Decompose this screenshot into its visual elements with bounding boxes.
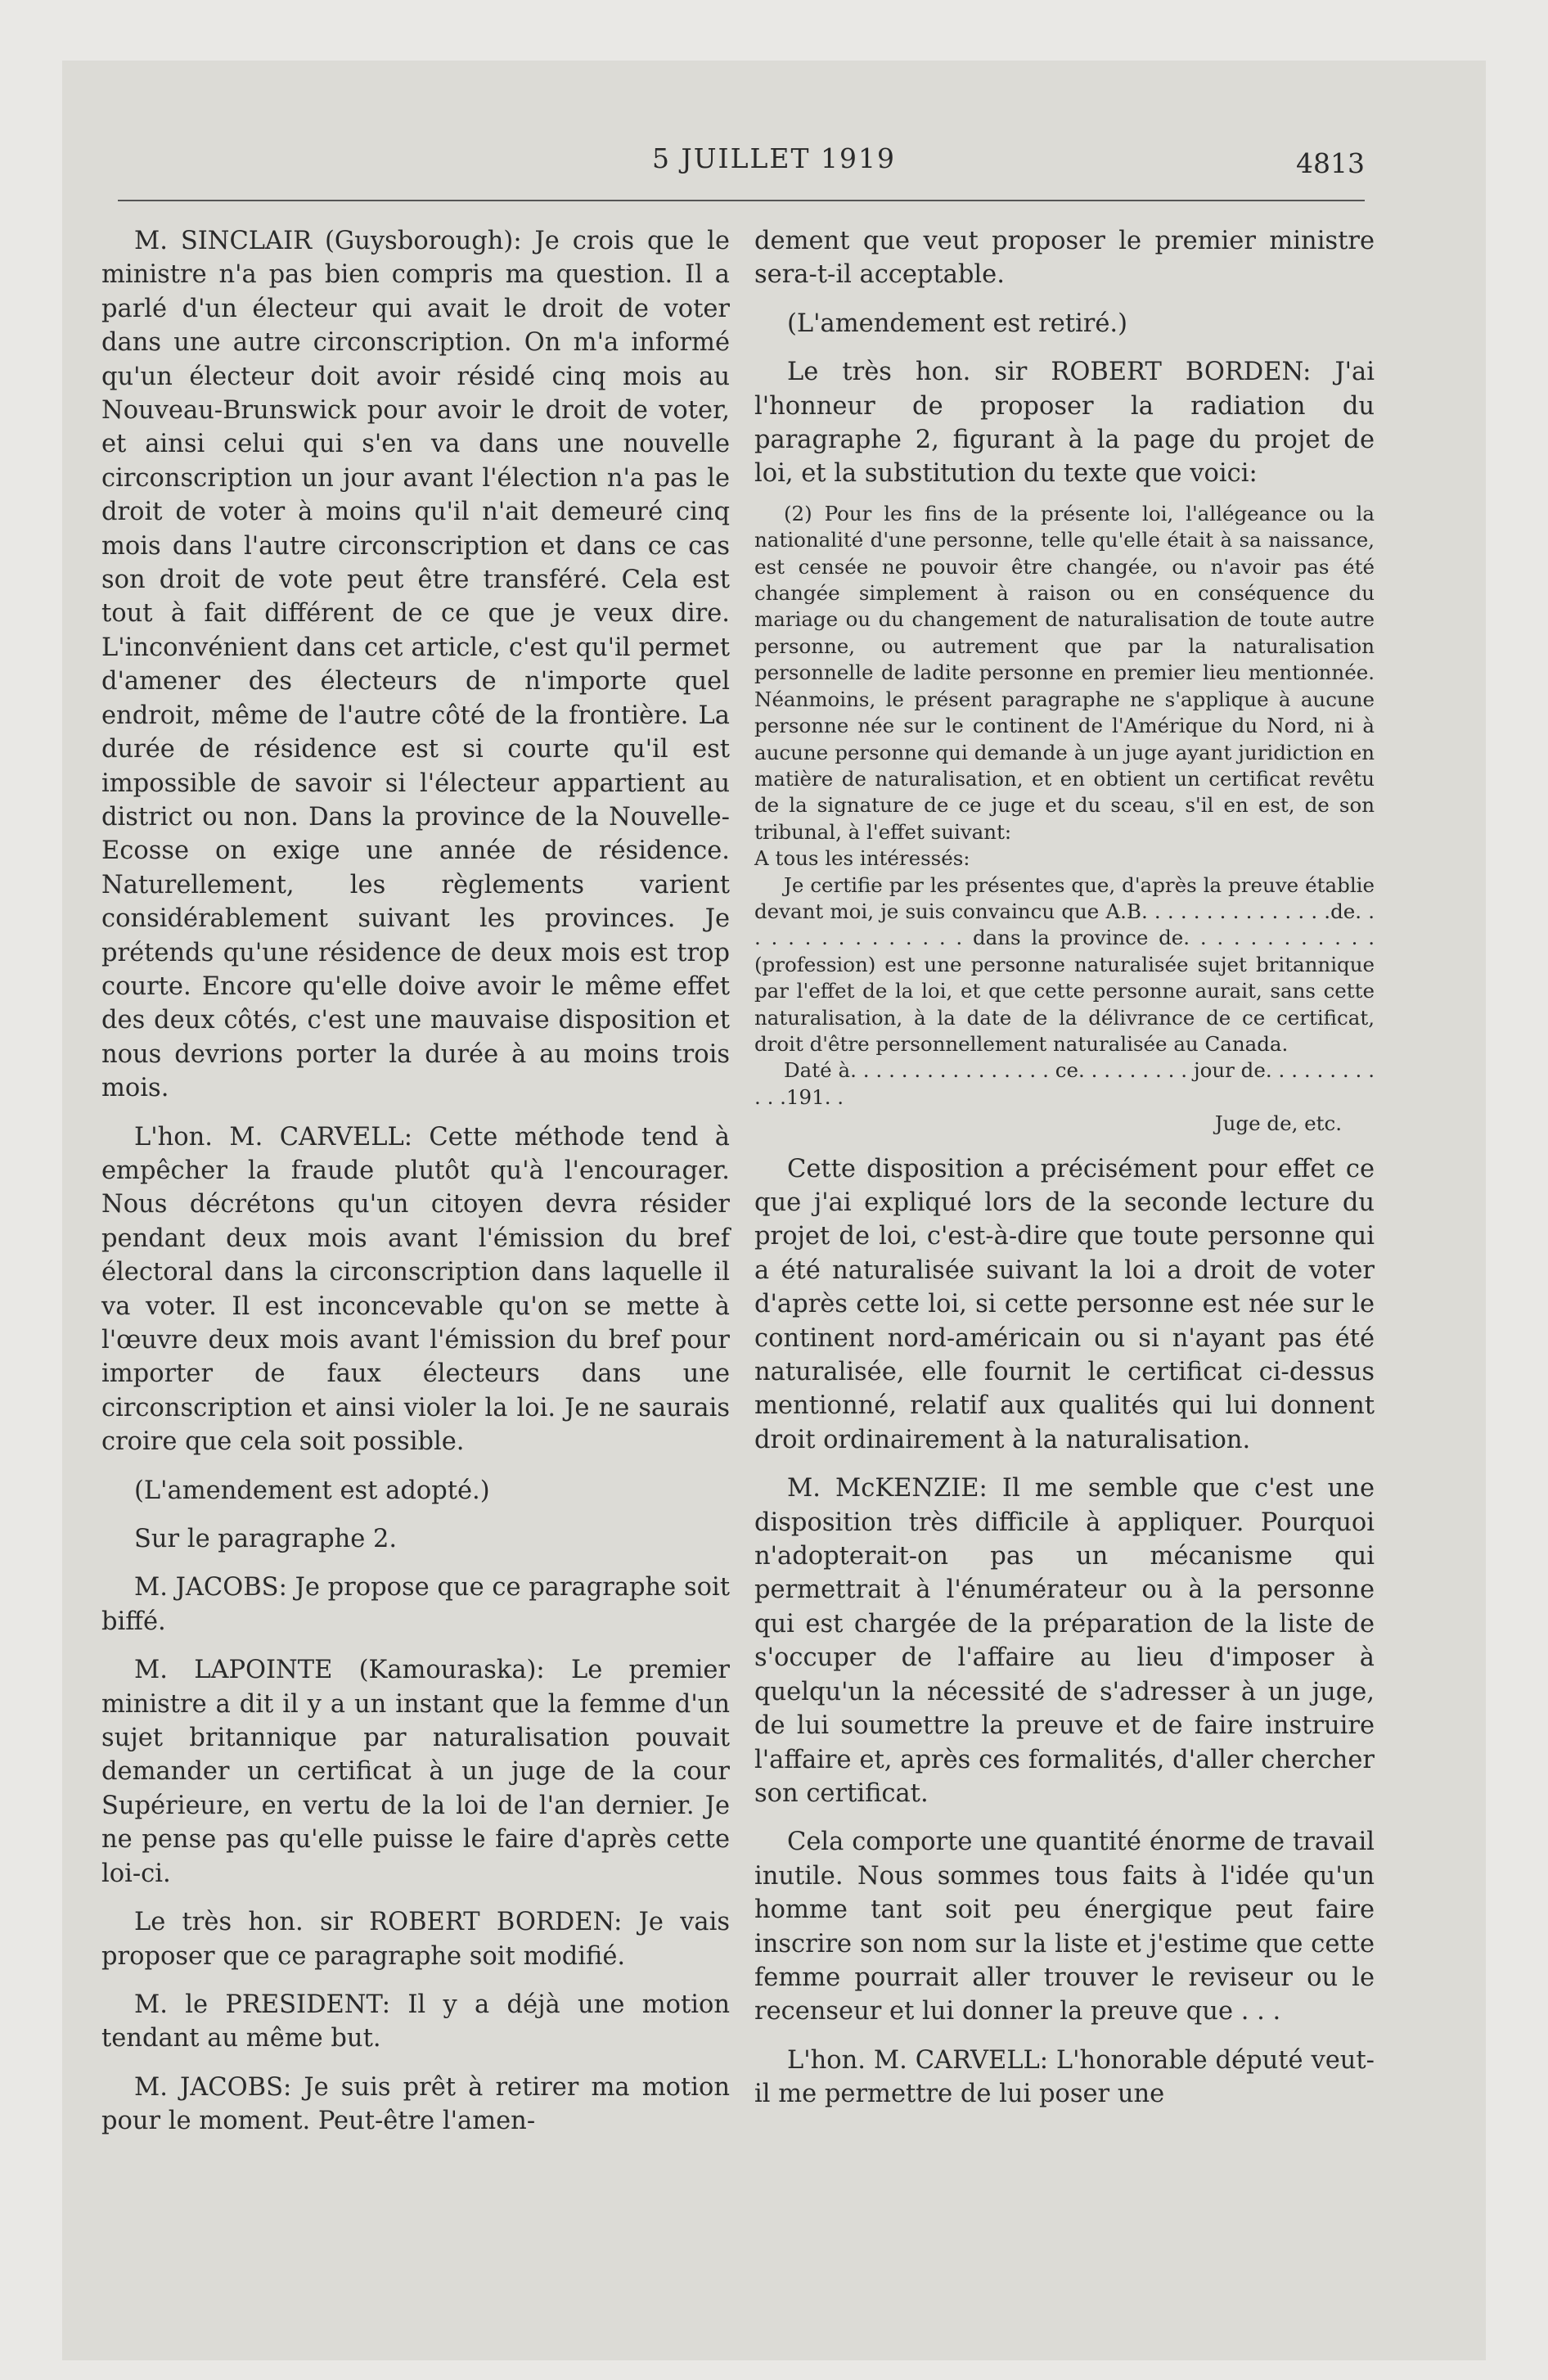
quote-signature: Juge de, etc. <box>1214 1111 1342 1136</box>
quote-paragraph: (2) Pour les fins de la présente loi, l'allégeance ou la nationalité d'une personne, telle qu'elle était à sa naissance, est censée ne pouvoir être changée, ou n'avoir pas été changée simplement à raison ou en conséquence du mariage ou du changement de naturalisation de toute autre personne, ou autrement que par la naturalisation personnelle de ladite personne en premier lieu mentionnée. Néanmoins, le présent paragraphe ne s'applique à aucune personne née sur le continent de l'Amérique du Nord, ni à aucune personne qui demande à un juge ayant juridiction en matière de naturalisation, et en obtient un certificat revêtu de la signature de ce juge et du sceau, s'il en est, de son tribunal, à l'effet suivant: <box>754 501 1375 844</box>
paragraph: (L'amendement est adopté.) <box>134 1476 490 1505</box>
quote-paragraph: Je certifie par les présentes que, d'après la preuve établie devant moi, je suis convaincu que A.B. . . . . . . . . . . . . . .de. . . . . . . . . . . . . . . dans la province de. . . . . . . . . . . . (profession) est une personne naturalisée sujet britannique par l'effet de la loi, et que cette personne aurait, sans cette naturalisation, à la date de la délivrance de ce certificat, droit d'être personnellement naturalisée au Canada. <box>754 872 1375 1056</box>
quote-paragraph: Daté à. . . . . . . . . . . . . . . . ce. . . . . . . . . jour de. . . . . . . . . . . .191. . <box>754 1058 1375 1109</box>
page-number: 4813 <box>1296 147 1365 179</box>
paragraph: L'hon. M. CARVELL: L'honorable député veut-il me permettre de lui poser une <box>754 2045 1375 2109</box>
right-column <box>754 224 1375 2112</box>
paragraph: M. McKENZIE: Il me semble que c'est une disposition très difficile à appliquer. Pourquoi n'adopterait-on pas un mécanisme qui permettrait à l'énumérateur ou à la personne qui est chargée de la préparation de la liste de s'occuper de l'affaire au lieu d'imposer à quelqu'un la nécessité de s'adresser à un juge, de lui soumettre la preuve et de faire instruire l'affaire et, après ces formalités, d'aller chercher son certificat. <box>754 1474 1375 1808</box>
quoted-amendment <box>754 501 1375 1138</box>
paragraph: M. LAPOINTE (Kamouraska): Le premier ministre a dit il y a un instant que la femme d'un sujet britannique par naturalisation pouvait demander un certificat à un juge de la cour Supérieure, en vertu de la loi de l'an dernier. Je ne pense pas qu'elle puisse le faire d'après cette loi-ci. <box>101 1656 730 1888</box>
paragraph: M. JACOBS: Je propose que ce paragraphe soit biffé. <box>101 1573 730 1636</box>
paragraph: M. le PRESIDENT: Il y a déjà une motion tendant au même but. <box>101 1990 730 2053</box>
paragraph: Le très hon. sir ROBERT BORDEN: J'ai l'honneur de proposer la radiation du paragraphe 2, figurant à la page du projet de loi, et la substitution du texte que voici: <box>754 358 1375 489</box>
paragraph: Cette disposition a précisément pour effet ce que j'ai expliqué lors de la seconde lecture du projet de loi, c'est-à-dire que toute personne qui a été naturalisée suivant la loi a droit de voter d'après cette loi, si cette personne est née sur le continent nord-américain ou si n'ayant pas été naturalisée, elle fournit le certificat ci-dessus mentionné, relatif aux qualités qui lui donnent droit ordinairement à la naturalisation. <box>754 1154 1375 1454</box>
page-header <box>62 142 1486 192</box>
paragraph: M. SINCLAIR (Guysborough): Je crois que le ministre n'a pas bien compris ma question. Il a parlé d'un électeur qui avait le droit de voter dans une autre circonscription. On m'a informé qu'un électeur doit avoir résidé cinq mois au Nouveau-Brunswick pour avoir le droit de voter, et ainsi celui qui s'en va dans une nouvelle circonscription un jour avant l'élection n'a pas le droit de voter à moins qu'il n'ait demeuré cinq mois dans l'autre circonscription et dans ce cas son droit de vote peut être transféré. Cela est tout à fait différent de ce que je veux dire. L'inconvénient dans cet article, c'est qu'il permet d'amener des électeurs de n'importe quel endroit, même de l'autre côté de la frontière. La durée de résidence est si courte qu'il est impossible de savoir si l'électeur appartient au district ou non. Dans la province de la Nouvelle-Ecosse on exige une année de résidence. Naturellement, les règlements varient considérablement suivant les provinces. Je prétends qu'une résidence de deux mois est trop courte. Encore qu'elle doive avoir le même effet des deux côtés, c'est une mauvaise disposition et nous devrions porter la durée à au moins trois mois. <box>101 227 730 1103</box>
paragraph: (L'amendement est retiré.) <box>787 309 1127 338</box>
header-date: 5 JUILLET 1919 <box>652 142 896 174</box>
paragraph: L'hon. M. CARVELL: Cette méthode tend à empêcher la fraude plutôt qu'à l'encourager. Nous décrétons qu'un citoyen devra résider pendant deux mois avant l'émission du bref électoral dans la circonscription dans laquelle il va voter. Il est inconcevable qu'on se mette à l'œuvre deux mois avant l'émission du bref pour importer de faux électeurs dans une circonscription et ainsi violer la loi. Je ne saurais croire que cela soit possible. <box>101 1122 730 1457</box>
paragraph: Sur le paragraphe 2. <box>134 1525 398 1554</box>
header-rule <box>118 200 1365 201</box>
paragraph: Cela comporte une quantité énorme de travail inutile. Nous sommes tous faits à l'idée qu'un homme tant soit peu énergique peut faire inscrire son nom sur la liste et j'estime que cette femme pourrait aller trouver le reviseur ou le recenseur et lui donner la preuve que . . . <box>754 1828 1375 2026</box>
quote-salutation: A tous les intéressés: <box>754 846 970 871</box>
paragraph: Le très hon. sir ROBERT BORDEN: Je vais proposer que ce paragraphe soit modifié. <box>101 1908 730 1971</box>
left-column <box>101 224 730 2139</box>
document-page <box>62 61 1486 2360</box>
paragraph: dement que veut proposer le premier ministre sera-t-il acceptable. <box>754 227 1375 290</box>
paragraph: M. JACOBS: Je suis prêt à retirer ma motion pour le moment. Peut-être l'amen- <box>101 2072 730 2136</box>
